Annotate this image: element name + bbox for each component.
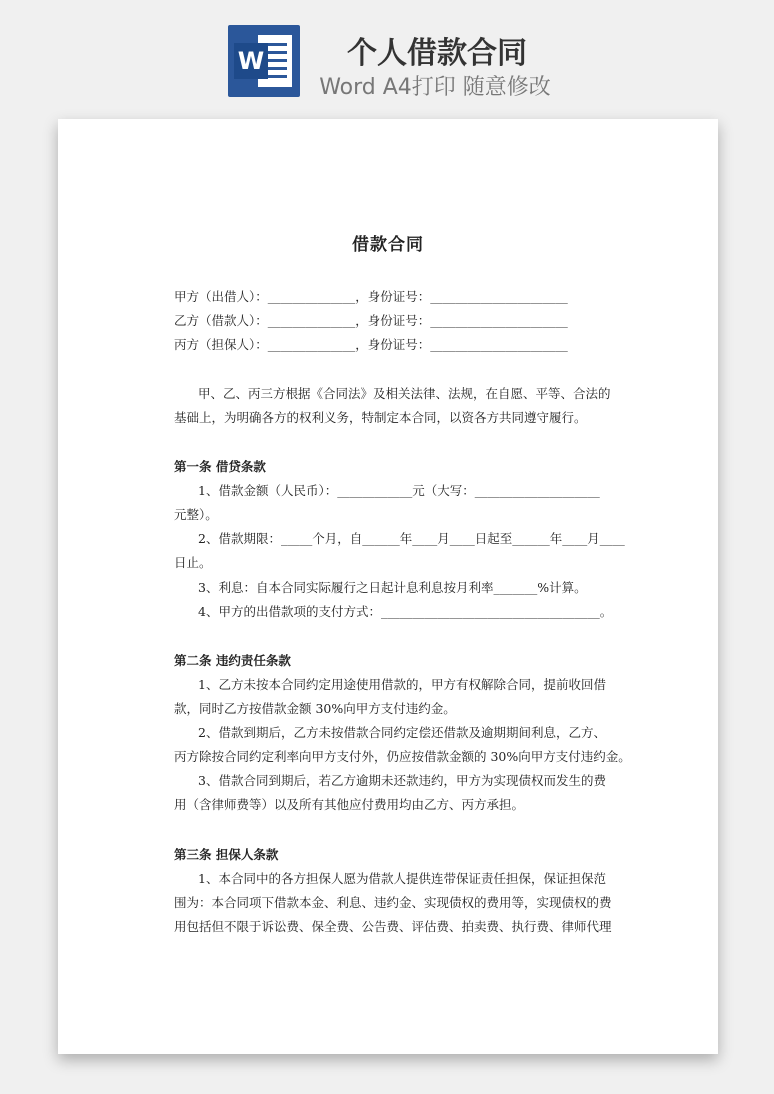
banner-subtitle: Word A4打印 随意修改 (319, 75, 551, 100)
section-heading: 第三条 担保人条款 (174, 847, 279, 862)
intro-line: 甲、乙、丙三方根据《合同法》及相关法律、法规，在自愿、平等、合法的 (198, 386, 611, 401)
clause-line: 2、借款期限：_____个月，自______年____月____日起至______年____月____ (198, 531, 625, 546)
clause-line: 丙方除按合同约定利率向甲方支付外，仍应按借款金额的 30%向甲方支付违约金。 (174, 749, 631, 764)
word-icon-letter: W (234, 43, 268, 79)
party-a-line: 甲方（出借人）：______________，身份证号：______________________ (174, 289, 568, 304)
clause-line: 1、乙方未按本合同约定用途使用借款的，甲方有权解除合同，提前收回借 (198, 677, 606, 692)
clause-line: 3、利息：自本合同实际履行之日起计息利息按月利率_______%计算。 (198, 580, 587, 595)
clause-line: 2、借款到期后，乙方未按借款合同约定偿还借款及逾期期间利息，乙方、 (198, 725, 606, 740)
clause-line: 元整）。 (174, 507, 218, 522)
section-heading: 第一条 借贷条款 (174, 459, 266, 474)
banner (0, 0, 774, 110)
party-c-line: 丙方（担保人）：______________，身份证号：______________________ (174, 337, 568, 352)
document-title: 借款合同 (352, 235, 424, 255)
section-heading: 第二条 违约责任条款 (174, 653, 291, 668)
banner-title: 个人借款合同 (347, 36, 527, 71)
party-b-line: 乙方（借款人）：______________，身份证号：______________________ (174, 313, 568, 328)
clause-line: 4、甲方的出借款项的支付方式：___________________________________。 (198, 604, 613, 619)
clause-line: 用（含律师费等）以及所有其他应付费用均由乙方、丙方承担。 (174, 797, 525, 812)
clause-line: 日止。 (174, 555, 212, 570)
clause-line: 1、本合同中的各方担保人愿为借款人提供连带保证责任担保，保证担保范 (198, 871, 606, 886)
word-icon (228, 25, 300, 97)
clause-line: 1、借款金额（人民币）：____________元（大写：____________________ (198, 483, 600, 498)
clause-line: 围为：本合同项下借款本金、利息、违约金、实现债权的费用等，实现债权的费 (174, 895, 612, 910)
clause-line: 3、借款合同到期后，若乙方逾期未还款违约，甲方为实现债权而发生的费 (198, 773, 606, 788)
clause-line: 款，同时乙方按借款金额 30%向甲方支付违约金。 (174, 701, 456, 716)
intro-line: 基础上，为明确各方的权利义务，特制定本合同，以资各方共同遵守履行。 (174, 410, 587, 425)
clause-line: 用包括但不限于诉讼费、保全费、公告费、评估费、拍卖费、执行费、律师代理 (174, 919, 612, 934)
